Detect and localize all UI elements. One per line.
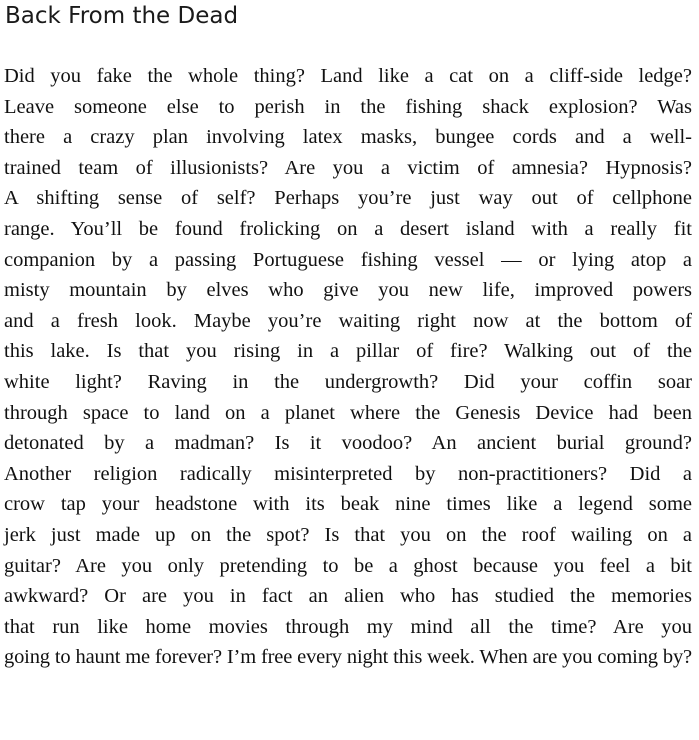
paragraph-line: companion by a passing Portuguese fishing vessel — or lying atop a xyxy=(4,248,692,271)
paragraph-line: detonated by a madman? Is it voodoo? An ancient burial ground? xyxy=(4,432,692,455)
paragraph-line: guitar? Are you only pretending to be a ghost because you feel a bit xyxy=(4,554,692,577)
paragraph-line: A shifting sense of self? Perhaps you’re just way out of cellphone xyxy=(4,187,692,210)
paragraph-line: misty mountain by elves who give you new life, improved powers xyxy=(4,279,692,302)
paragraph-line: there a crazy plan involving latex masks, bungee cords and a well- xyxy=(4,126,692,149)
paragraph-line: going to haunt me forever? I’m free every night this week. When are you coming by? xyxy=(4,646,692,669)
poem-paragraph xyxy=(4,61,692,673)
paragraph-line: white light? Raving in the undergrowth? Did your coffin soar xyxy=(4,370,692,393)
paragraph-line: and a fresh look. Maybe you’re waiting right now at the bottom of xyxy=(4,309,692,332)
paragraph-line: range. You’ll be found frolicking on a desert island with a really fit xyxy=(4,217,692,240)
paragraph-line: trained team of illusionists? Are you a victim of amnesia? Hypnosis? xyxy=(4,156,692,179)
paragraph-line: this lake. Is that you rising in a pillar of fire? Walking out of the xyxy=(4,340,692,363)
paragraph-line: that run like home movies through my mind all the time? Are you xyxy=(4,615,692,638)
paragraph-line: awkward? Or are you in fact an alien who has studied the memories xyxy=(4,585,692,608)
paragraph-line: crow tap your headstone with its beak nine times like a legend some xyxy=(4,493,692,516)
paragraph-line: through space to land on a planet where the Genesis Device had been xyxy=(4,401,692,424)
paragraph-line: Leave someone else to perish in the fishing shack explosion? Was xyxy=(4,95,692,118)
page-title: Back From the Dead xyxy=(5,3,239,29)
paragraph-line: jerk just made up on the spot? Is that you on the roof wailing on a xyxy=(4,523,692,546)
paragraph-line: Did you fake the whole thing? Land like a cat on a cliff-side ledge? xyxy=(4,65,692,87)
paragraph-line: Another religion radically misinterpreted by non-practitioners? Did a xyxy=(4,462,692,485)
